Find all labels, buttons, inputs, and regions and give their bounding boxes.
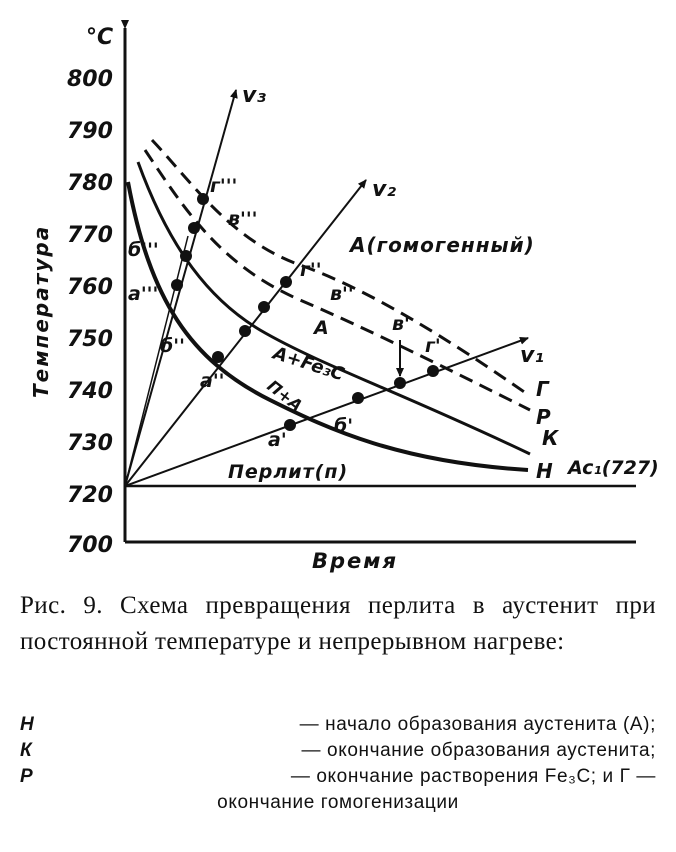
point-g2	[280, 276, 292, 288]
curve-label-K: К	[542, 426, 559, 450]
legend-row-P	[20, 764, 656, 790]
y-tick-label: 790	[67, 119, 113, 144]
y-axis-title: Температура	[29, 224, 53, 398]
y-tick-label: 760	[67, 275, 113, 300]
point-label-v2: в''	[330, 283, 354, 305]
point-label-v1: в'	[392, 313, 410, 335]
point-g1	[427, 365, 439, 377]
y-tick-label: 700	[67, 533, 113, 558]
y-tick-label: 750	[67, 327, 113, 352]
point-label-b2: б''	[160, 335, 185, 357]
legend-text-K: — окончание образования аустенита;	[301, 740, 656, 761]
figure-caption: Рис. 9. Схема превращения перлита в аустенит при постоянной температуре и непрерывном нагреве:	[20, 592, 656, 655]
curve-label-H: Н	[536, 459, 553, 483]
x-axis-title: Время	[312, 549, 398, 573]
y-tick-label: 780	[67, 171, 113, 196]
point-a2	[212, 351, 224, 363]
ray-label-v3: v₃	[242, 83, 266, 108]
legend-row-K	[20, 738, 656, 764]
legend-text-H: — начало образования аустенита (А);	[299, 714, 656, 735]
legend-text-P: — окончание растворения Fe₃C; и Г —	[290, 766, 656, 787]
y-tick-label: 800	[67, 67, 113, 92]
y-tick-label: 730	[67, 431, 113, 456]
point-label-a3: а'''	[128, 283, 159, 305]
ray-label-v1: v₁	[520, 343, 544, 368]
legend-text-G: окончание гомогенизации	[217, 792, 459, 813]
point-label-b1: б'	[334, 415, 354, 437]
point-label-a2: а''	[200, 370, 225, 392]
curve-label-G: Г	[536, 377, 549, 401]
figure-legend	[20, 712, 656, 816]
point-label-b3: б'''	[128, 239, 159, 261]
point-b2	[239, 325, 251, 337]
region-austenite: А(гомогенный)	[350, 233, 535, 257]
point-v1	[394, 377, 406, 389]
point-g3	[197, 193, 209, 205]
point-label-v3: в'''	[228, 208, 258, 230]
y-tick-label: 720	[67, 483, 113, 508]
ray-label-v2: v₂	[372, 177, 396, 202]
point-label-a1: а'	[268, 429, 287, 451]
ac1-label: Ac₁(727)	[568, 457, 659, 479]
legend-key-K: К	[20, 740, 33, 761]
point-v3	[188, 222, 200, 234]
point-label-g3: г'''	[210, 175, 238, 197]
point-a3	[171, 279, 183, 291]
ray-v0	[125, 236, 188, 486]
curve-label-P: Р	[536, 405, 551, 429]
y-tick-label: 770	[67, 223, 113, 248]
y-tick-labels	[67, 67, 113, 558]
legend-row-H	[20, 712, 656, 738]
y-unit-label: °C	[86, 25, 114, 50]
legend-key-H: Н	[20, 714, 35, 735]
point-label-g1: г'	[425, 335, 441, 357]
legend-row-G	[20, 790, 656, 816]
y-tick-label: 740	[67, 379, 113, 404]
legend-key-P: Р	[20, 766, 34, 787]
region-pearlite-austenite: П+А	[263, 376, 307, 416]
point-v2	[258, 301, 270, 313]
region-austenite-short: А	[314, 317, 329, 339]
point-label-g2: г''	[300, 259, 322, 281]
region-austenite-carbide: А+Fe₃C	[270, 342, 347, 386]
point-b1	[352, 392, 364, 404]
region-pearlite: Перлит(п)	[228, 461, 349, 483]
point-b3	[180, 250, 192, 262]
